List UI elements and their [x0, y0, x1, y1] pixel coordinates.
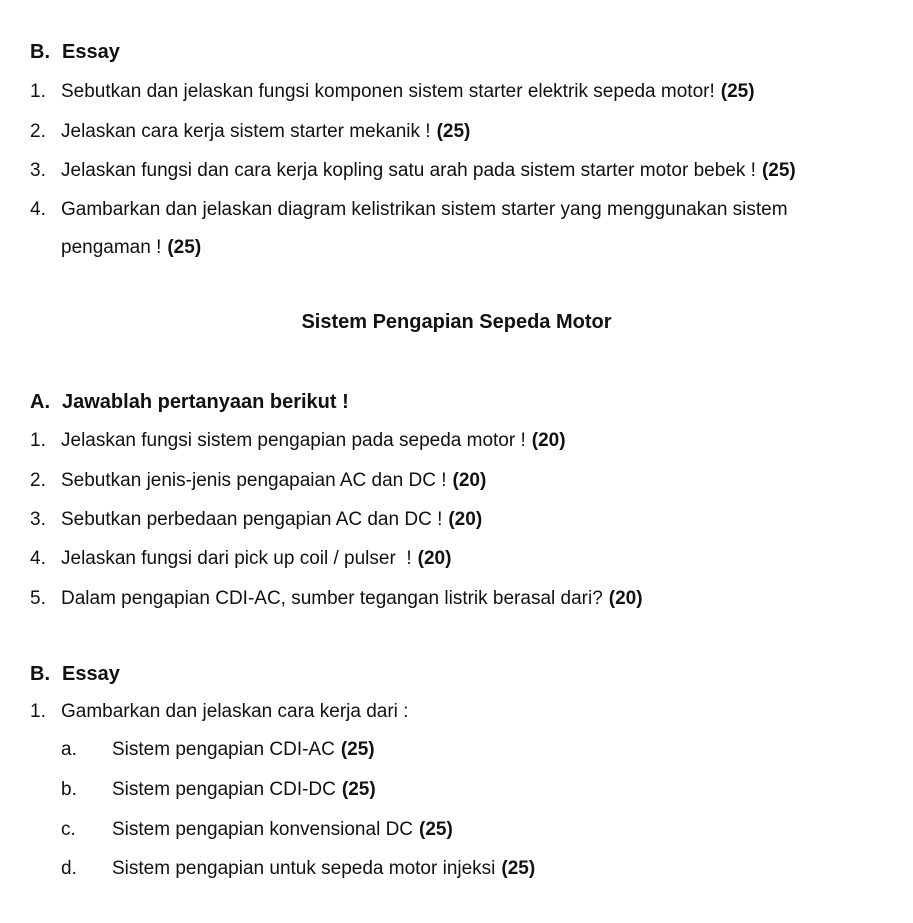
- chapter-title: Sistem Pengapian Sepeda Motor: [301, 311, 612, 333]
- points-label: (25): [340, 739, 375, 760]
- sub-item-text: [112, 738, 375, 762]
- sub-item-letter: d.: [61, 858, 77, 879]
- sub-item-text: [112, 778, 376, 802]
- points-label: (25): [761, 160, 796, 181]
- item-text: [61, 429, 566, 453]
- question-text: Jelaskan fungsi dari pick up coil / pulser !: [61, 548, 412, 569]
- item-number: 2.: [30, 470, 46, 491]
- item-number: 4.: [30, 548, 46, 569]
- question-text: Jelaskan cara kerja sistem starter mekanik !: [61, 121, 431, 142]
- item-number: 4.: [30, 199, 46, 220]
- question-text: Sistem pengapian CDI-DC: [112, 779, 336, 800]
- question-text: Sistem pengapian konvensional DC: [112, 819, 414, 840]
- section-b1-heading: [30, 40, 120, 64]
- points-label: (25): [501, 858, 536, 879]
- question-text: Jelaskan fungsi dan cara kerja kopling satu arah pada sistem starter motor bebek !: [61, 160, 756, 181]
- question-text: Sebutkan perbedaan pengapian AC dan DC !: [61, 509, 443, 530]
- item-text: [61, 120, 470, 144]
- question-text: Sebutkan dan jelaskan fungsi komponen sistem starter elektrik sepeda motor!: [61, 81, 715, 102]
- sub-item-text: [112, 818, 453, 842]
- question-text: Jelaskan fungsi sistem pengapian pada sepeda motor !: [61, 430, 526, 451]
- section-b2-letter: B.: [30, 663, 50, 685]
- section-b2-heading: [30, 662, 120, 686]
- question-text: Sebutkan jenis-jenis pengapaian AC dan DC !: [61, 470, 447, 491]
- item-number: 5.: [30, 588, 46, 609]
- item-number: 1.: [30, 430, 46, 451]
- item-text: [61, 508, 482, 532]
- item-number: 1.: [30, 701, 46, 722]
- section-a-title: Jawablah pertanyaan berikut !: [62, 391, 349, 413]
- sub-item-letter: a.: [61, 739, 77, 760]
- points-label: (20): [417, 548, 452, 569]
- sub-item-text: [112, 857, 535, 881]
- points-label: (25): [419, 819, 453, 840]
- question-text: Dalam pengapian CDI-AC, sumber tegangan listrik berasal dari?: [61, 588, 603, 609]
- question-text: Sistem pengapian CDI-AC: [112, 739, 335, 760]
- question-text: Gambarkan dan jelaskan diagram kelistrikan sistem starter yang menggunakan sistem: [61, 199, 788, 220]
- section-a-heading: [30, 390, 349, 414]
- item-number: 3.: [30, 509, 46, 530]
- item-number: 3.: [30, 160, 46, 181]
- points-label: (25): [436, 121, 471, 142]
- section-b1-title: Essay: [62, 41, 120, 63]
- points-label: (25): [720, 81, 755, 102]
- item-text: [61, 236, 201, 260]
- item-number: 2.: [30, 121, 46, 142]
- points-label: (20): [608, 588, 643, 609]
- points-label: (20): [448, 509, 483, 530]
- item-text: [61, 80, 755, 104]
- question-text: Sistem pengapian untuk sepeda motor injeksi: [112, 858, 496, 879]
- points-label: (20): [452, 470, 487, 491]
- sub-item-letter: b.: [61, 779, 77, 800]
- points-label: (25): [341, 779, 376, 800]
- points-label: (20): [531, 430, 566, 451]
- section-b2-title: Essay: [62, 663, 120, 685]
- question-text: Gambarkan dan jelaskan cara kerja dari :: [61, 701, 409, 722]
- item-number: 1.: [30, 81, 46, 102]
- sub-item-letter: c.: [61, 819, 76, 840]
- item-text: [61, 547, 451, 571]
- section-b1-letter: B.: [30, 41, 50, 63]
- item-text: [61, 587, 643, 611]
- section-a-letter: A.: [30, 391, 50, 413]
- item-text: [61, 159, 796, 183]
- item-text: [61, 469, 486, 493]
- question-text: pengaman !: [61, 237, 162, 258]
- points-label: (25): [167, 237, 202, 258]
